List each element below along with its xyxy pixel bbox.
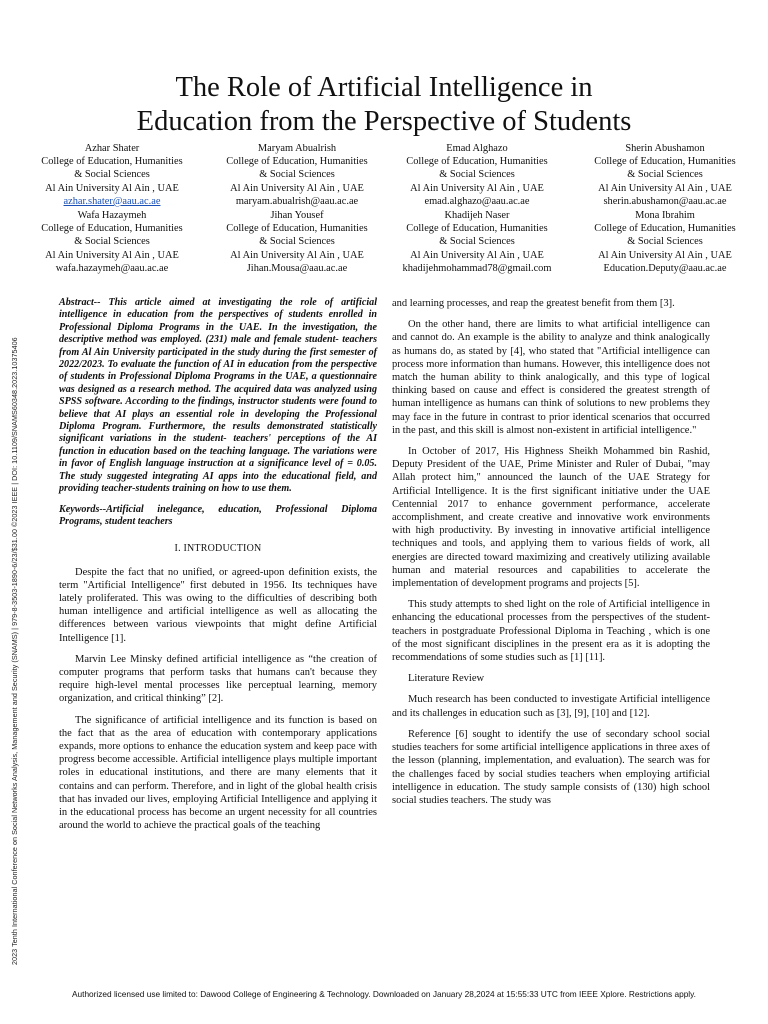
paragraph: Reference [6] sought to identify the use of secondary school social studies teachers for some artificial intelligence applications in three axes of the lesson (planning, implementation, and evaluation). The search was for the challenges faced by social studies teachers when employing artificial intelligence in education. The study sample consists of (130) high school social studies teachers. The study was xyxy=(392,728,710,806)
author-name: Khadijeh Naser xyxy=(444,210,510,221)
paragraph: On the other hand, there are limits to what artificial intelligence can and cannot do. An example is the ability to analyze and think analogically as humans do, as stated by [4], who stated that "Artificial intelligence can process more information than humans. However, this intelligence does not match the human ability to think analogically, and this type of logical thinking based on cause and effect is considered the greatest strength of human intelligence as humans can think of solutions to new problems they may face in the future in contrast to prior identical scenarios that occurred in the past, and this skill is almost non-existent in artificial intelligence." xyxy=(392,319,710,436)
author-dept: & Social Sciences xyxy=(259,236,335,248)
author-dept: & Social Sciences xyxy=(439,236,515,248)
author-dept: & Social Sciences xyxy=(439,169,515,181)
author-card xyxy=(205,209,389,275)
left-column xyxy=(59,297,377,840)
author-university: Al Ain University Al Ain , UAE xyxy=(410,182,544,194)
author-email: Jihan.Mousa@aau.ac.ae xyxy=(246,262,348,274)
author-dept: College of Education, Humanities xyxy=(41,156,183,168)
author-dept: College of Education, Humanities xyxy=(406,156,548,168)
paragraph: In October of 2017, His Highness Sheikh Mohammed bin Rashid, Deputy President of the UAE, Prime Minister and Ruler of Dubai, "may Allah protect him," announced the launch of the UAE Strategy for Artificial Intelligence. It is the first significant initiative under the UAE Centennial 2017 to enhance government performance, accelerate accomplishment, and create creative and innovative work environments with high productivity. By investing in innovative artificial intelligence techniques and tools, and applying them to various fields of work, all energies are directed toward maximizing and creatively utilizing available human and material resources and capabilities to accelerate the implementation of development programs and projects [5]. xyxy=(392,446,710,590)
author-university: Al Ain University Al Ain , UAE xyxy=(45,249,179,261)
author-card xyxy=(573,142,757,208)
paragraph: Despite the fact that no unified, or agreed-upon definition exists, the term "Artificial Intelligence" first debuted in 1956. Its techniques have lately proliferated. This was owing to the difficulties of describing both human intelligence and artificial intelligence as well as allocating the differences between various viewpoints that might define Artificial Intelligence [1]. xyxy=(59,566,377,644)
author-card xyxy=(385,142,569,208)
title-line-2: Education from the Perspective of Students xyxy=(136,106,632,137)
keywords: Keywords--Artificial inelegance, education, Professional Diploma Programs, student teachers xyxy=(59,503,377,527)
author-email: Education.Deputy@aau.ac.ae xyxy=(603,262,727,274)
section-heading-introduction: I. INTRODUCTION xyxy=(174,543,262,555)
author-name: Emad Alghazo xyxy=(446,143,508,154)
license-footer: Authorized licensed use limited to: Dawood College of Engineering & Technology. Downloaded on January 28,2024 at 15:55:33 UTC from IEEE Xplore. Restrictions apply. xyxy=(71,989,696,999)
subheading-literature-review: Literature Review xyxy=(408,673,485,685)
author-university: Al Ain University Al Ain , UAE xyxy=(230,182,364,194)
author-university: Al Ain University Al Ain , UAE xyxy=(410,249,544,261)
author-dept: College of Education, Humanities xyxy=(406,223,548,235)
author-name: Maryam Abualrish xyxy=(257,143,337,154)
author-dept: College of Education, Humanities xyxy=(226,156,368,168)
author-email: maryam.abualrish@aau.ac.ae xyxy=(235,195,359,207)
title-line-1: The Role of Artificial Intelligence in xyxy=(175,72,593,103)
paragraph: Much research has been conducted to investigate Artificial intelligence and its challenges in education such as [3], [9], [10] and [12]. xyxy=(392,694,710,719)
author-name: Sherin Abushamon xyxy=(625,143,705,154)
conference-citation-strip: 2023 Tenth International Conference on Social Networks Analysis, Management and Security (SNAMS) | 979-8-3503-1890-6/23/$31.00 ©2023 IEEE | DOI: 10.1109/SNAMS60348.2023.10375406 xyxy=(10,337,19,965)
right-column xyxy=(392,297,710,815)
abstract: Abstract-- This article aimed at investigating the role of artificial intelligence in education from the perspectives of students enrolled in Professional Diploma Programs in the UAE. In the investigation, the descriptive method was employed. (231) male and female student- teachers from Al Ain University participated in the study during the first semester of 2022/2023. To evaluate the function of AI in education from the perspective of students in Professional Diploma Programs in the UAE, a questionnaire was designed as a research method. The acquired data was analyzed using SPSS software. According to the findings, instructor students were found to believe that AI plays an essential role in developing the Professional Diploma Program. Furthermore, the results demonstrated statistically significant variations in the student- teachers' perceptions of the AI function in education based on the teaching language. The variations were in favor of English language instruction at a significance level of = 0.05. The study suggested integrating AI apps into the educational field, and providing teacher-students training on how to use them. xyxy=(59,297,377,495)
author-dept: College of Education, Humanities xyxy=(41,223,183,235)
author-name: Azhar Shater xyxy=(84,143,140,154)
author-email-link[interactable]: azhar.shater@aau.ac.ae xyxy=(63,195,161,207)
author-university: Al Ain University Al Ain , UAE xyxy=(45,182,179,194)
author-card xyxy=(385,209,569,275)
author-dept: College of Education, Humanities xyxy=(594,156,736,168)
author-dept: & Social Sciences xyxy=(627,236,703,248)
author-university: Al Ain University Al Ain , UAE xyxy=(598,249,732,261)
paragraph: Marvin Lee Minsky defined artificial intelligence as “the creation of computer programs that perform tasks that humans can't because they require high-level mental processes like perceptual learning, memory organization, and critical thinking” [2]. xyxy=(59,653,377,705)
author-university: Al Ain University Al Ain , UAE xyxy=(598,182,732,194)
author-name: Mona Ibrahim xyxy=(635,210,695,221)
author-email: sherin.abushamon@aau.ac.ae xyxy=(603,195,727,207)
author-dept: College of Education, Humanities xyxy=(594,223,736,235)
author-card xyxy=(573,209,757,275)
author-dept: & Social Sciences xyxy=(74,169,150,181)
author-dept: & Social Sciences xyxy=(627,169,703,181)
author-name: Jihan Yousef xyxy=(270,210,324,221)
paragraph: This study attempts to shed light on the role of Artificial intelligence in enhancing the educational processes from the perspectives of the student- teachers in postgraduate Professional Diploma in Teaching , which is one of the most significant disciplines in the present era as it is adopting the recommendations of some studies such as [1] [11]. xyxy=(392,599,710,664)
author-university: Al Ain University Al Ain , UAE xyxy=(230,249,364,261)
author-email: emad.alghazo@aau.ac.ae xyxy=(424,195,530,207)
author-card xyxy=(20,209,204,275)
author-name: Wafa Hazaymeh xyxy=(77,210,147,221)
author-email: wafa.hazaymeh@aau.ac.ae xyxy=(55,262,169,274)
author-card xyxy=(205,142,389,208)
author-dept: & Social Sciences xyxy=(74,236,150,248)
paragraph: The significance of artificial intelligence and its function is based on the fact that as the area of education with contemporary applications expands, more options to enhance the education system and keep pace with progress become accessible. Artificial intelligence plays multiple important roles in educational institutions, and there are many elements that it contains and can perform. Therefore, and in light of the global health crisis that has invaded our lives, employing Artificial Intelligence and applying it in the educational process has become an urgent necessity for all countries around the world to achieve the practical goals of the teaching xyxy=(59,714,377,832)
paper-title xyxy=(60,71,708,139)
paragraph: and learning processes, and reap the greatest benefit from them [3]. xyxy=(392,298,675,309)
author-dept: & Social Sciences xyxy=(259,169,335,181)
author-card xyxy=(20,142,204,208)
author-email: khadijehmohammad78@gmail.com xyxy=(402,262,552,274)
author-dept: College of Education, Humanities xyxy=(226,223,368,235)
